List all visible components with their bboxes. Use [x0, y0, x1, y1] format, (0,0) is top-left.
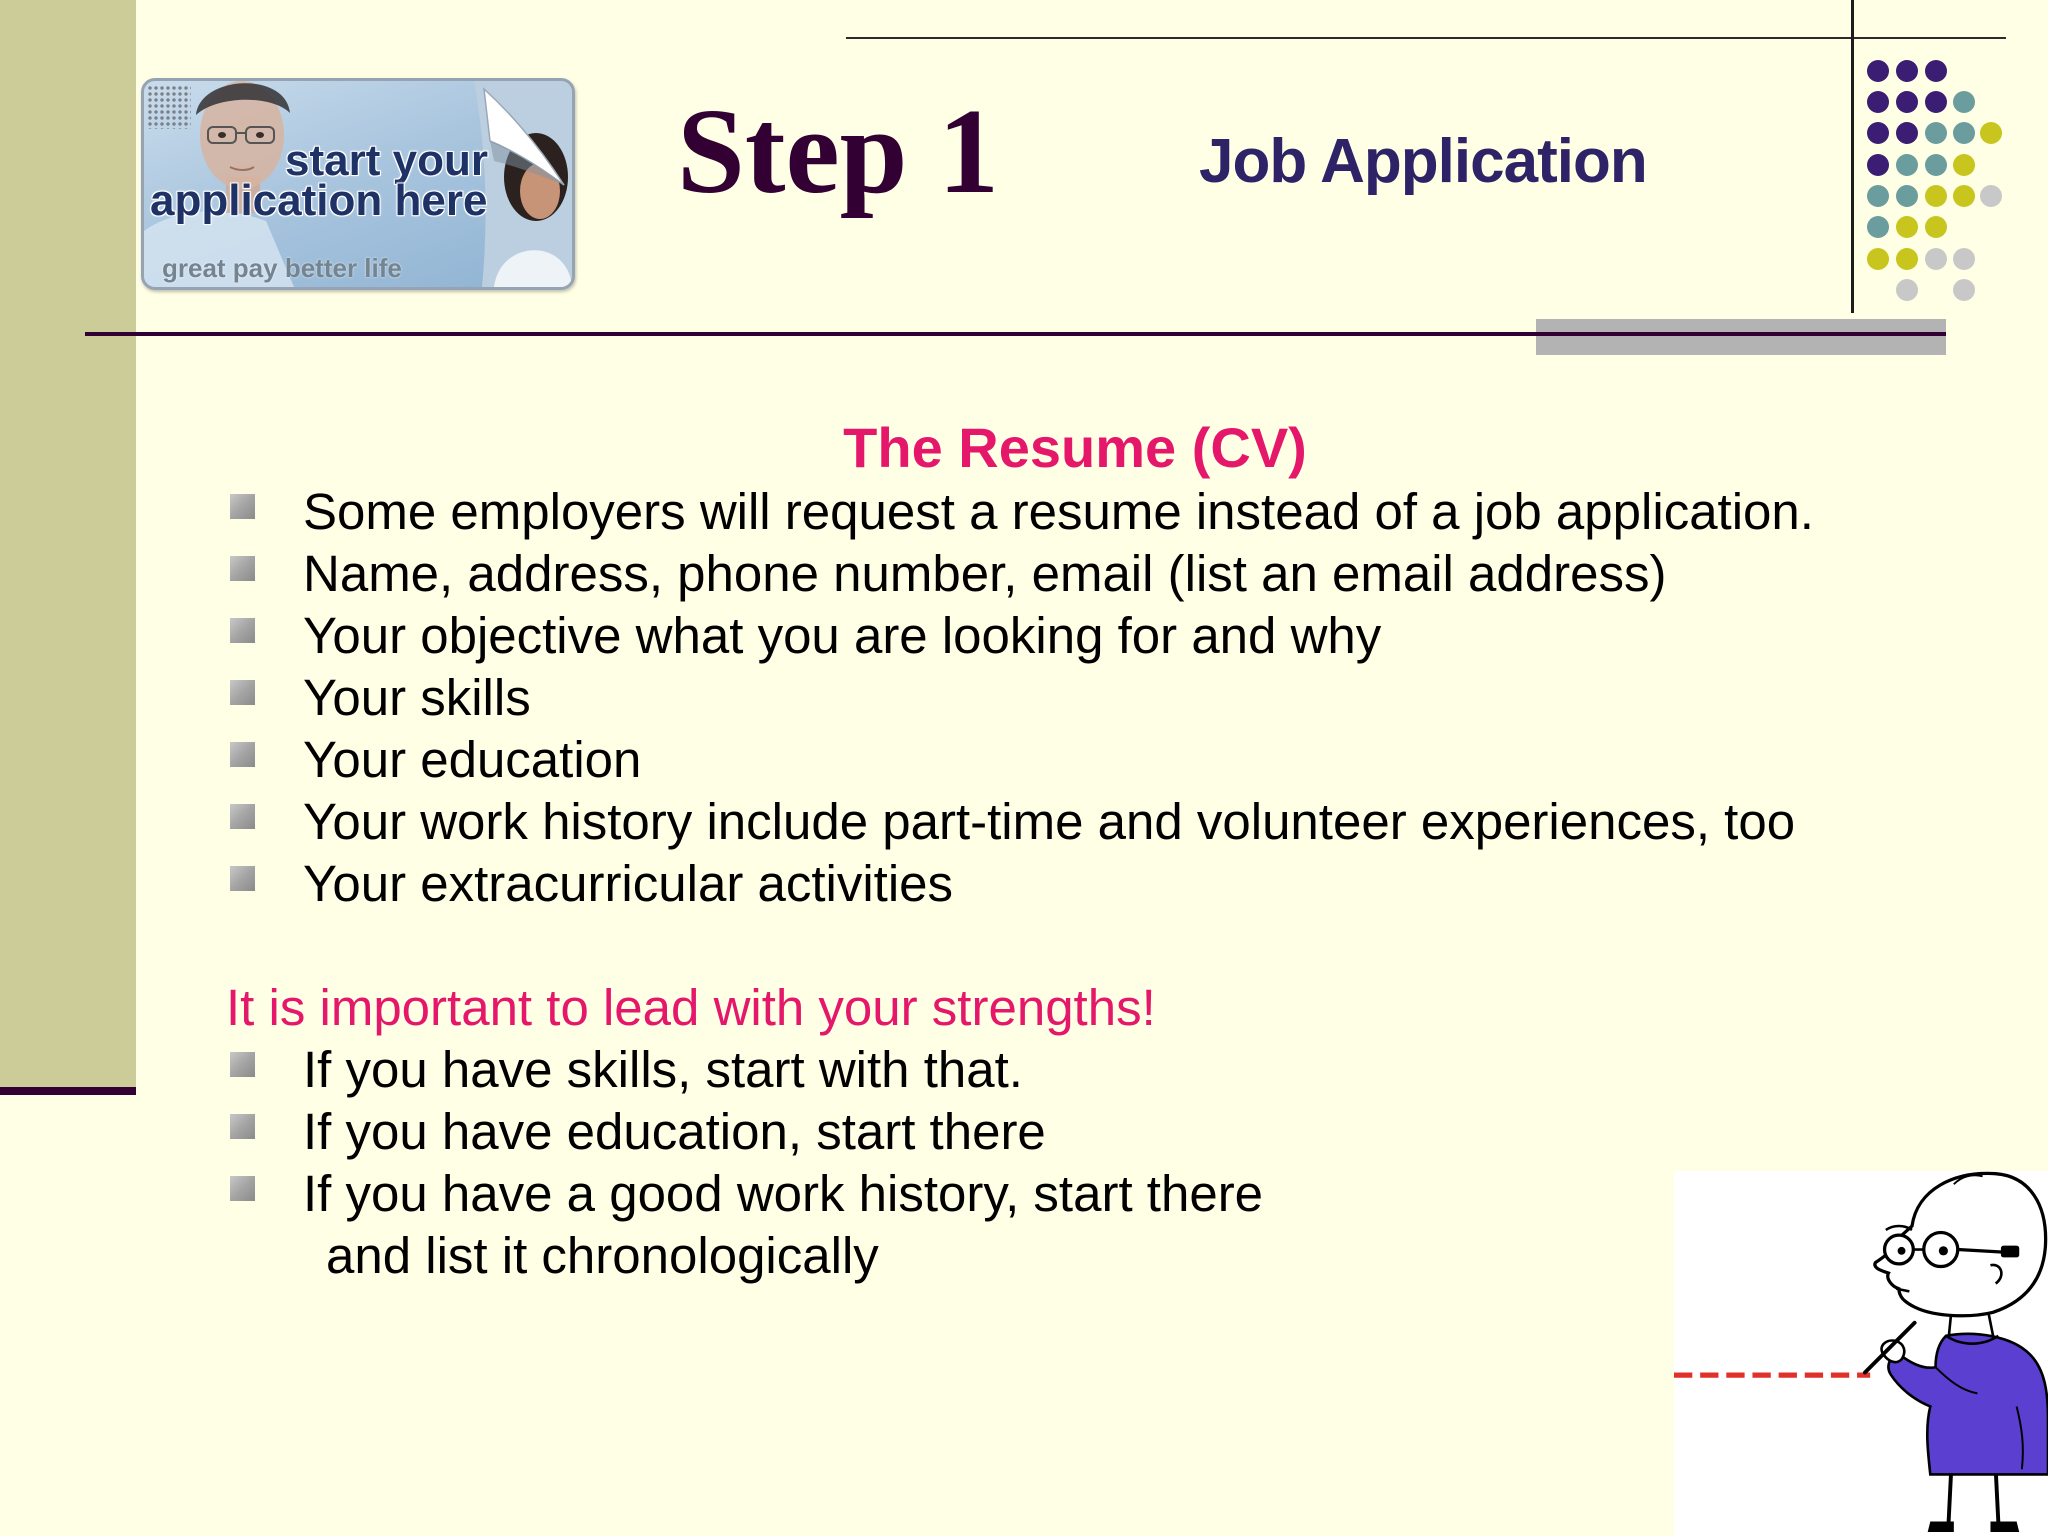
square-bullet-icon	[230, 680, 255, 705]
dot-teal	[1953, 91, 1975, 113]
dot-teal	[1925, 122, 1947, 144]
dot-gray	[1953, 279, 1975, 301]
square-bullet-icon	[230, 556, 255, 581]
list-item	[0, 481, 1814, 543]
man-writing-icon	[1674, 1171, 2048, 1536]
dot-yellow	[1953, 154, 1975, 176]
list-item-text: Your objective what you are looking for and why	[303, 607, 1382, 664]
list-item	[0, 791, 1796, 853]
dot-purple	[1867, 60, 1889, 82]
square-bullet-icon	[230, 1176, 255, 1201]
dot-teal	[1925, 154, 1947, 176]
banner-line-1: start your	[285, 136, 488, 185]
dot-yellow	[1980, 122, 2002, 144]
list-item-text: If you have education, start there	[303, 1103, 1046, 1160]
resume-bullet-list	[0, 481, 1814, 1287]
square-bullet-icon	[230, 1114, 255, 1139]
dot-teal	[1867, 216, 1889, 238]
dot-yellow	[1896, 248, 1918, 270]
list-item-text: If you have skills, start with that.	[303, 1041, 1023, 1098]
banner-line-2: application here	[150, 176, 488, 225]
square-bullet-icon	[230, 866, 255, 891]
vertical-rule	[1851, 0, 1854, 313]
dot-purple	[1925, 91, 1947, 113]
dot-purple	[1867, 91, 1889, 113]
dot-teal	[1867, 185, 1889, 207]
list-item	[0, 605, 1660, 667]
start-application-banner	[141, 78, 575, 290]
man-shoe-right	[1990, 1522, 2019, 1532]
list-item-text: Your extracurricular activities	[303, 855, 954, 912]
dot-teal	[1953, 122, 1975, 144]
dot-yellow	[1867, 248, 1889, 270]
list-item	[0, 543, 1667, 605]
list-item-continuation	[0, 1225, 1660, 1287]
list-item-text: Name, address, phone number, email (list an email address)	[303, 545, 1667, 602]
list-item-text: Your skills	[303, 669, 531, 726]
dot-purple	[1896, 60, 1918, 82]
strengths-callout-text: It is important to lead with your strengths!	[226, 979, 1156, 1036]
list-spacer	[0, 915, 1660, 977]
banner-tagline: great pay better life	[162, 253, 402, 283]
list-item-text: Some employers will request a resume instead of a job application.	[303, 483, 1814, 540]
dot-gray	[1925, 248, 1947, 270]
section-title: The Resume (CV)	[843, 416, 1307, 479]
square-bullet-icon	[230, 494, 255, 519]
list-item-text: Your education	[303, 731, 642, 788]
dot-purple	[1867, 122, 1889, 144]
dot-yellow	[1896, 216, 1918, 238]
strengths-callout	[0, 977, 1660, 1039]
list-item-text: If you have a good work history, start there	[303, 1165, 1264, 1222]
man-sweater	[1888, 1334, 2048, 1475]
dot-purple	[1896, 122, 1918, 144]
dot-gray	[1953, 248, 1975, 270]
list-item	[0, 1039, 1660, 1101]
list-item-text: Your work history include part-time and volunteer experiences, too	[303, 793, 1796, 850]
list-item	[0, 1163, 1660, 1225]
list-item-continuation-text: and list it chronologically	[326, 1227, 879, 1284]
header-gray-bar	[1536, 319, 1946, 355]
dot-yellow	[1925, 185, 1947, 207]
step-title: Step 1	[677, 84, 999, 219]
list-item	[0, 853, 1660, 915]
dot-gray	[1896, 279, 1918, 301]
job-application-subtitle: Job Application	[1199, 127, 1647, 196]
list-item	[0, 1101, 1660, 1163]
square-bullet-icon	[230, 618, 255, 643]
man-shoe-left	[1928, 1522, 1954, 1532]
dot-purple	[1867, 154, 1889, 176]
dot-gray	[1980, 185, 2002, 207]
dot-purple	[1896, 91, 1918, 113]
dot-yellow	[1953, 185, 1975, 207]
square-bullet-icon	[230, 804, 255, 829]
top-rule	[846, 37, 2006, 39]
square-bullet-icon	[230, 1052, 255, 1077]
square-bullet-icon	[230, 742, 255, 767]
dot-teal	[1896, 154, 1918, 176]
header-divider-rule	[85, 332, 1946, 336]
writing-man-clipart	[1674, 1171, 2048, 1536]
list-item	[0, 667, 1660, 729]
dot-teal	[1896, 185, 1918, 207]
man-legs	[1949, 1469, 1999, 1521]
dot-purple	[1925, 60, 1947, 82]
list-item	[0, 729, 1660, 791]
dot-yellow	[1925, 216, 1947, 238]
banner-dot-pattern	[147, 85, 191, 129]
